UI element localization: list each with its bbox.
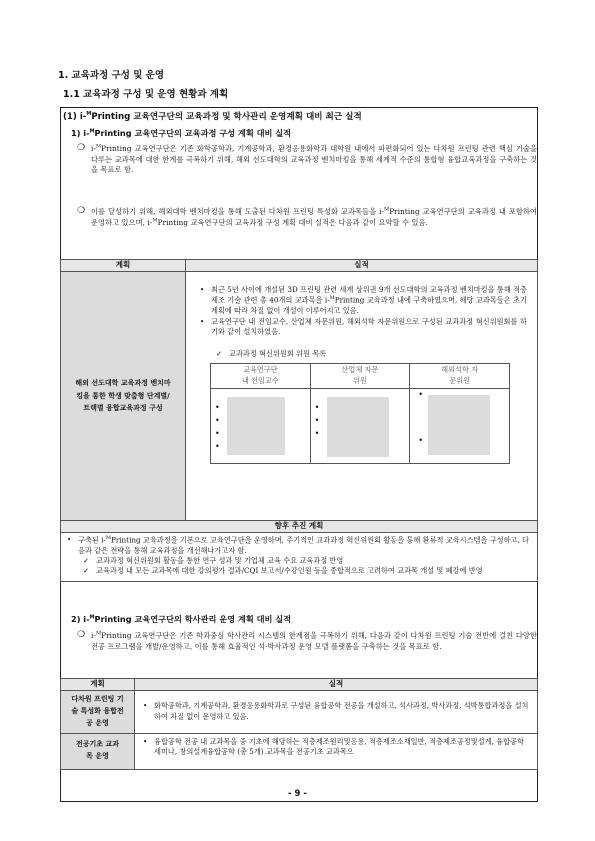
industry-photo-placeholder (327, 397, 389, 457)
overseas-bullet-top: • (418, 389, 424, 399)
committee-industry-cell (310, 388, 410, 463)
table2-row1-bullet: • 화학공학과, 기계공학과, 환경응용화학과로 구성된 융합공학 전공을 개설하고, 석사과정, 박사과정, 석박통합과정을 설치하여 차질 없이 운영하고 있음. (143, 701, 529, 722)
table2-row2-result (135, 733, 538, 769)
table2-header-result: 실적 (135, 679, 538, 691)
result-bullet-2: • 교육연구단 내 전임교수, 산업체 자문위원, 해외석학 자문위원으로 구성된 교과과정 혁신위원회를 하기와 같이 설치하였음. (200, 317, 527, 338)
plan-result-table (60, 259, 538, 582)
future-check-1: ✓ 교과과정 혁신위원회 활동을 통한 연구 성과 및 기업체 교육 수요 교육과정 반영 (83, 556, 529, 566)
table2-header-plan: 계획 (61, 679, 135, 691)
overseas-bullet-bottom: • (418, 435, 424, 445)
table-header-plan: 계획 (61, 260, 186, 272)
section-title: (1) i-$^M$Printing 교육연구단의 교육과정 및 학사관리 운영계획 대비 최근 실적 (63, 111, 362, 122)
future-bullet: • 구축된 i-$^M$Printing 교육과정을 기본으로 교육연구단을 운영하며, 주기적인 교과과정 혁신위원회 활동을 통해 환류적 교육시스템을 구성하고, 다음과 같은 전략을 통해 교육과정을 개선해나가고자 함. (67, 535, 529, 556)
hollow-circle-bullet-icon: ❍ (77, 630, 86, 640)
committee-table (210, 363, 510, 464)
future-plan-header: 향후 추진 계획 (61, 520, 538, 532)
paragraph-1-text: i-$^M$Printing 교육연구단은 기존 화학공학과, 기계공학과, 환경응용화학과 대학원 내에서 파편화되어 있는 다차원 프린팅 관련 핵심 기술을 다루는 교과목에 대한 한계를 극복하기 위해, 해외 선도대학의 교육과정 벤치마킹을 통해 세계적 수준의 통합형 융합교육과정을 구축하는 것을 목표로 함. (91, 144, 537, 175)
paragraph-3-text: i-$^M$Printing 교육연구단은 기존 학과중심 학사관리 시스템의 한계점을 극복하기 위해, 다음과 같이 다차원 프린팅 기술 전반에 걸친 다양한 전공 프로그램을 개발/운영하고, 이를 통해 효율적인 석·박사과정 운영 모델 플랫폼을 구축하는 것을 목표로 함. (91, 631, 537, 651)
academic-plan-table (60, 678, 538, 770)
committee-overseas-cell (410, 388, 510, 463)
committee-col-faculty: 교육연구단 내 전임교수 (211, 363, 311, 388)
paragraph-2-text: 이를 달성하기 위해, 해외대학 벤치마킹을 통해 도출된 다차원 프린팅 특성화 교과목들을 i-$^M$Printing 교육연구단의 교육과정 내 포함하여 운영하고 있으며, i-$^M$Printing 교육연구단의 교육과정 구성 계획 대비 실적은 다음과 같이 요약할 수 있음. (91, 207, 537, 228)
subsection-2-title: 2) i-$^M$Printing 교육연구단의 학사관리 운영 계획 대비 실적 (71, 614, 292, 624)
paragraph-3 (77, 630, 537, 652)
heading-2: 1.1 교육과정 구성 및 운영 현황과 계획 (63, 89, 229, 100)
committee-faculty-cell (211, 388, 311, 463)
plan-cell: 해외 선도대학 교육과정 벤치마킹을 통한 학생 맞춤형 단계별/트랙별 융합교육과정 구성 (61, 271, 186, 520)
table2-row1-result (135, 690, 538, 733)
future-check-2: ✓ 교육과정 내 모든 교과목에 대한 강의평가 결과/CQI 보고서/수강인원 등을 종합적으로 고려하여 교과목 개설 및 폐강에 반영 (83, 566, 529, 576)
future-plan-cell (61, 532, 538, 581)
heading-1: 1. 교육과정 구성 및 운영 (58, 70, 165, 81)
result-bullet-1: • 최근 5년 사이에 개설된 3D 프린팅 관련 세계 상위권 9개 선도대학의 교육과정 벤치마킹을 통해 적층제조 기술 관련 총 40개의 교과목을 i-$^M$Printing 교육과정 내에 구축하였으며, 해당 교과목들은 초기 계획에 따라 차질 없이 개설이 이루어지고 있음. (200, 285, 527, 317)
paragraph-1 (77, 143, 537, 176)
committee-label: ✓ 교과과정 혁신위원회 위원 목록 (216, 349, 527, 359)
hollow-circle-bullet-icon: ❍ (77, 143, 86, 153)
table-header-result: 실적 (186, 260, 538, 272)
table2-row1-plan: 다차원 프린팅 기술 특성화 융합전공 운영 (61, 690, 135, 733)
result-cell (186, 271, 538, 520)
subsection-1-title: 1) i-$^M$Printing 교육연구단의 교육과정 구성 계획 대비 실적 (71, 128, 292, 138)
paragraph-2 (77, 206, 537, 229)
faculty-bullets: • • • • (215, 402, 220, 451)
committee-col-industry: 산업체 자문위원 (310, 363, 410, 388)
page-number: - 9 - (288, 789, 307, 799)
table2-row2-plan: 전공기초 교과목 운영 (61, 733, 135, 769)
overseas-photo-placeholder (428, 395, 490, 455)
industry-bullets: • • • (314, 402, 320, 438)
hollow-circle-bullet-icon: ❍ (77, 206, 86, 216)
faculty-photo-placeholder (227, 397, 285, 455)
table2-row2-bullet: • 융합공학 전공 내 교과목을 중 기초에 해당하는 적층제조원리및응용, 적층제조소재일반, 적층제조공정및설계, 융합공학세미나, 창의설계융합공학 (총 5개) 교과목을 전공기초 교과목으 (143, 737, 529, 758)
committee-col-overseas: 해외석학 자문위원 (410, 363, 510, 388)
